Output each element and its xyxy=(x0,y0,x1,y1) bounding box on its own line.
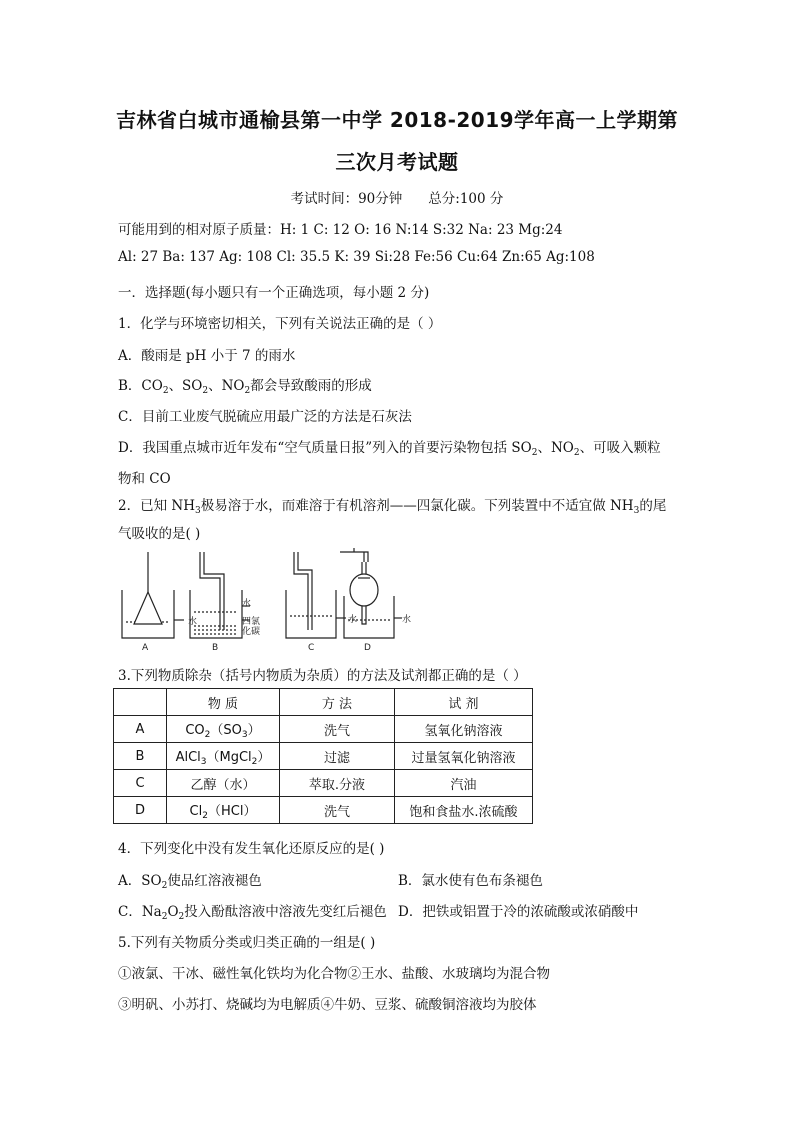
svg-text:水: 水 xyxy=(188,617,198,627)
q1-stem: 1．化学与环境密切相关，下列有关说法正确的是（ ） xyxy=(118,316,442,332)
exam-info xyxy=(0,187,794,207)
q1-option-c: C．目前工业废气脱硫应用最广泛的方法是石灰法 xyxy=(118,409,412,425)
section-heading: 一．选择题(每小题只有一个正确选项，每小题 2 分) xyxy=(118,285,430,301)
q3-table xyxy=(113,688,533,824)
q4-option-a: A．$SO_2$使品红溶液褪色 xyxy=(118,873,262,891)
atomic-mass-line-1: 可能用到的相对原子质量：H: 1 C: 12 O: 16 N:14 S:32 Na: 23 Mg:24 xyxy=(118,222,563,238)
q4-option-b: B．氯水使有色布条褪色 xyxy=(398,873,543,889)
q1-option-d-cont: 物和 CO xyxy=(118,471,171,487)
q4-stem: 4．下列变化中没有发生氧化还原反应的是( ) xyxy=(118,841,385,857)
table-row: B AlCl$_3$（MgCl$_2$） 过滤 过量氢氧化钠溶液 xyxy=(114,743,533,770)
table-row: C 乙醇（水） 萃取.分液 汽油 xyxy=(114,770,533,797)
q2-stem-cont: 气吸收的是( ) xyxy=(118,526,201,542)
apparatus-c xyxy=(286,552,346,638)
svg-text:B: B xyxy=(212,643,219,653)
q1-option-b: B．$CO_2$、$SO_2$、$NO_2$都会导致酸雨的形成 xyxy=(118,378,372,396)
table-header-row: 物 质 方 法 试 剂 xyxy=(114,689,533,716)
apparatus-a xyxy=(122,552,184,638)
svg-text:C: C xyxy=(308,643,315,653)
apparatus-b xyxy=(190,552,250,638)
q3-stem: 3.下列物质除杂（括号内物质为杂质）的方法及试剂都正确的是（ ） xyxy=(118,668,527,684)
svg-text:水: 水 xyxy=(242,599,252,609)
absorption-apparatus-figure xyxy=(118,548,412,653)
exam-score: 总分:100 分 xyxy=(428,191,504,207)
svg-text:A: A xyxy=(142,643,149,653)
atomic-mass-line-2: Al: 27 Ba: 137 Ag: 108 Cl: 35.5 K: 39 Si:28 Fe:56 Cu:64 Zn:65 Ag:108 xyxy=(118,249,595,265)
table-row: A $CO_2(SO_3)$ 洗气 氢氧化钠溶液 xyxy=(114,716,533,743)
exam-time: 考试时间：90分钟 xyxy=(290,191,403,207)
svg-text:四氯: 四氯 xyxy=(242,617,261,627)
q5-line-2: ③明矾、小苏打、烧碱均为电解质④牛奶、豆浆、硫酸铜溶液均为胶体 xyxy=(118,997,537,1013)
q1-option-a: A．酸雨是 pH 小于 7 的雨水 xyxy=(118,348,296,364)
q1-option-d: D．我国重点城市近年发布“空气质量日报”列入的首要污染物包括 $SO_2$、$NO_2$、可吸入颗粒 xyxy=(118,440,661,458)
svg-text:D: D xyxy=(364,643,371,653)
q5-stem: 5.下列有关物质分类或归类正确的一组是( ) xyxy=(118,935,376,951)
q4-option-c: C．$Na_2O_2$投入酚酞溶液中溶液先变红后褪色 xyxy=(118,904,387,922)
title-line-2: 三次月考试题 xyxy=(335,150,459,174)
svg-text:化碳: 化碳 xyxy=(242,627,261,637)
q4-option-d: D．把铁或铝置于冷的浓硫酸或浓硝酸中 xyxy=(398,904,639,920)
table-row: D $Cl_2(HCl)$ 洗气 饱和食盐水.浓硫酸 xyxy=(114,797,533,824)
q2-stem: 2．已知 $NH_3$极易溶于水，而难溶于有机溶剂——四氯化碳。下列装置中不适宜做 $NH_3$的尾 xyxy=(118,498,667,516)
svg-text:水: 水 xyxy=(348,615,358,625)
q5-line-1: ①液氯、干冰、磁性氧化铁均为化合物②王水、盐酸、水玻璃均为混合物 xyxy=(118,966,550,982)
title-line-1: 吉林省白城市通榆县第一中学 2018-2019学年高一上学期第 xyxy=(115,108,679,132)
svg-text:水: 水 xyxy=(402,615,412,625)
